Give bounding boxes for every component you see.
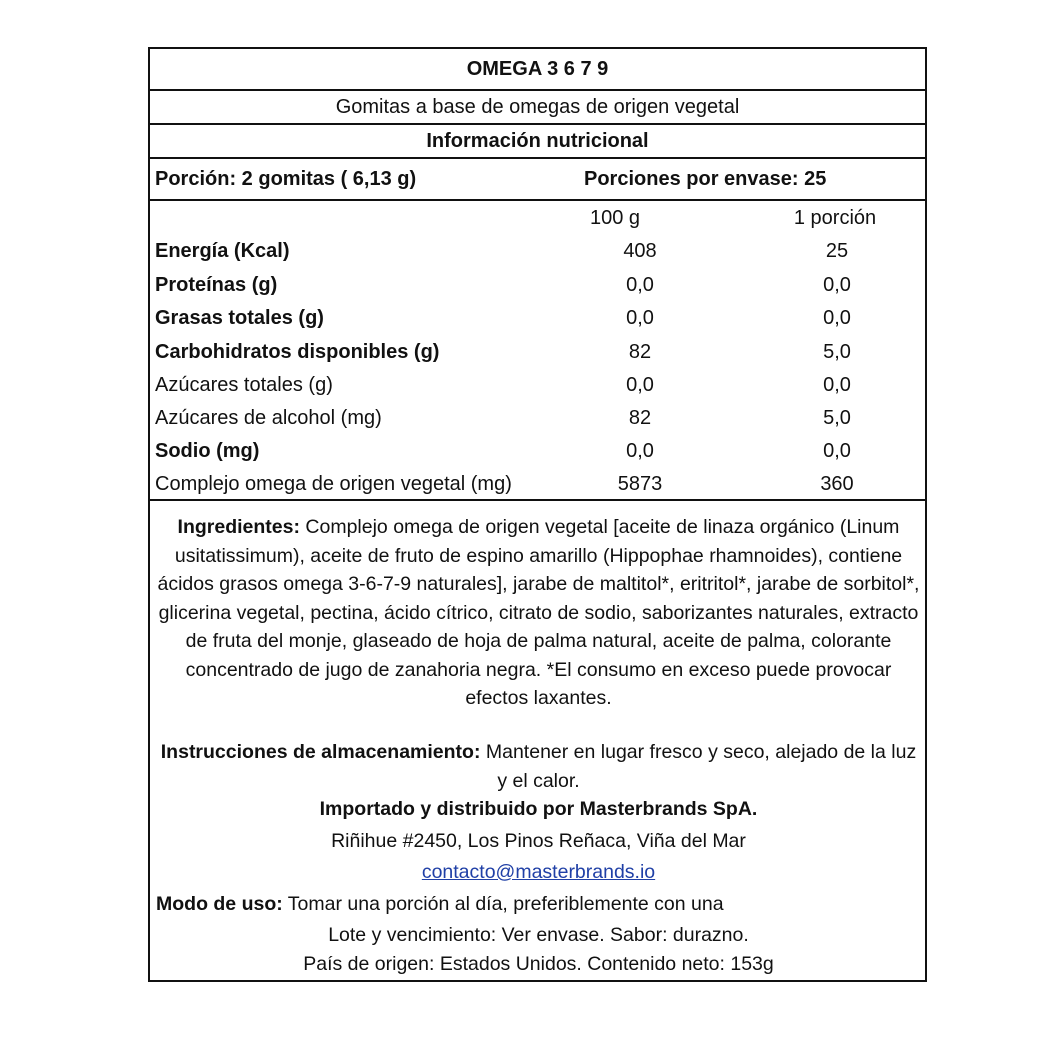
- product-subtitle: Gomitas a base de omegas de origen vegetal: [150, 91, 925, 125]
- nutrient-value-portion: 0,0: [823, 307, 851, 329]
- nutrient-value-portion: 0,0: [823, 274, 851, 296]
- nutrient-name: Grasas totales (g): [155, 307, 324, 329]
- nutrient-value-100g: 82: [628, 341, 652, 363]
- storage-instructions: [156, 738, 921, 795]
- ingredients-text: Complejo omega de origen vegetal [aceite de linaza orgánico (Linum usitatissimum), aceite de fruto de espino amarillo (Hippophae rhamnoides), contiene ácidos grasos omega 3-6-7-9 naturales], jarabe de maltitol*, eritritol*, jarabe de sorbitol*, glicerina vegetal, pectina, ácido cítrico, citrato de sodio, saborizantes naturales, extracto de fruta del monje, glaseado de hoja de palma natural, aceite de palma, colorante concentrado de jugo de zanahoria negra. *El consumo en exceso puede provocar efectos laxantes.: [157, 516, 920, 709]
- lot-and-expiry: Lote y vencimiento: Ver envase. Sabor: durazno.: [328, 924, 749, 946]
- nutrient-name: Sodio (mg): [155, 440, 260, 462]
- usage-label: Modo de uso:: [156, 893, 283, 915]
- label-text-section: [150, 501, 925, 980]
- nutrient-value-100g: 0,0: [626, 440, 654, 462]
- usage-text: Tomar una porción al día, preferiblemente con una: [282, 893, 724, 915]
- table-row: [150, 370, 925, 402]
- nutrient-name: Complejo omega de origen vegetal (mg): [155, 473, 512, 495]
- nutrient-value-100g: 0,0: [626, 274, 654, 296]
- email-link[interactable]: contacto@masterbrands.io: [421, 861, 656, 883]
- column-header-100g: 100 g: [589, 207, 641, 229]
- table-row: [150, 236, 925, 268]
- nutrient-value-100g: 0,0: [626, 307, 654, 329]
- nutrient-value-portion: 5,0: [823, 407, 851, 429]
- nutrient-value-portion: 0,0: [823, 374, 851, 396]
- nutrient-value-portion: 360: [820, 473, 854, 495]
- nutrient-name: Energía (Kcal): [155, 240, 290, 262]
- nutrient-value-portion: 0,0: [823, 440, 851, 462]
- column-header-portion: 1 porción: [793, 207, 877, 229]
- importer: Importado y distribuido por Masterbrands SpA.: [319, 798, 758, 820]
- nutrient-name: Carbohidratos disponibles (g): [155, 341, 440, 363]
- country-of-origin: País de origen: Estados Unidos. Contenido neto: 153g: [303, 953, 774, 975]
- table-row: [150, 436, 925, 468]
- portion-size: Porción: 2 gomitas ( 6,13 g): [155, 167, 417, 190]
- nutrient-name: Azúcares totales (g): [155, 374, 333, 396]
- storage-label: Instrucciones de almacenamiento:: [160, 741, 481, 763]
- nutrient-name: Azúcares de alcohol (mg): [155, 407, 382, 429]
- ingredients: [156, 513, 921, 713]
- email-row: [156, 858, 921, 887]
- ingredients-label: Ingredientes:: [177, 516, 300, 538]
- storage-text: Mantener en lugar fresco y seco, alejado de la luz y el calor.: [480, 741, 917, 792]
- table-row: [150, 403, 925, 435]
- nutrient-value-portion: 5,0: [823, 341, 851, 363]
- nutrient-value-portion: 25: [825, 240, 849, 262]
- product-title: OMEGA 3 6 7 9: [150, 49, 925, 91]
- table-row: [150, 469, 925, 501]
- nutrient-value-100g: 0,0: [626, 374, 654, 396]
- nutrient-value-100g: 5873: [617, 473, 663, 495]
- nutrition-label: [148, 47, 927, 982]
- nutrition-info-header: Información nutricional: [150, 125, 925, 159]
- usage-mode: [156, 890, 724, 919]
- nutrient-value-100g: 408: [623, 240, 657, 262]
- table-row: [150, 303, 925, 335]
- nutrient-value-100g: 82: [628, 407, 652, 429]
- table-row: [150, 270, 925, 302]
- portions-per-pack: Porciones por envase: 25: [584, 167, 827, 190]
- address: Riñihue #2450, Los Pinos Reñaca, Viña del Mar: [331, 830, 746, 852]
- portion-row: [150, 159, 925, 201]
- nutrient-header-row: [150, 203, 925, 235]
- nutrient-name: Proteínas (g): [155, 274, 278, 296]
- table-row: [150, 337, 925, 369]
- nutrient-table: [150, 201, 925, 501]
